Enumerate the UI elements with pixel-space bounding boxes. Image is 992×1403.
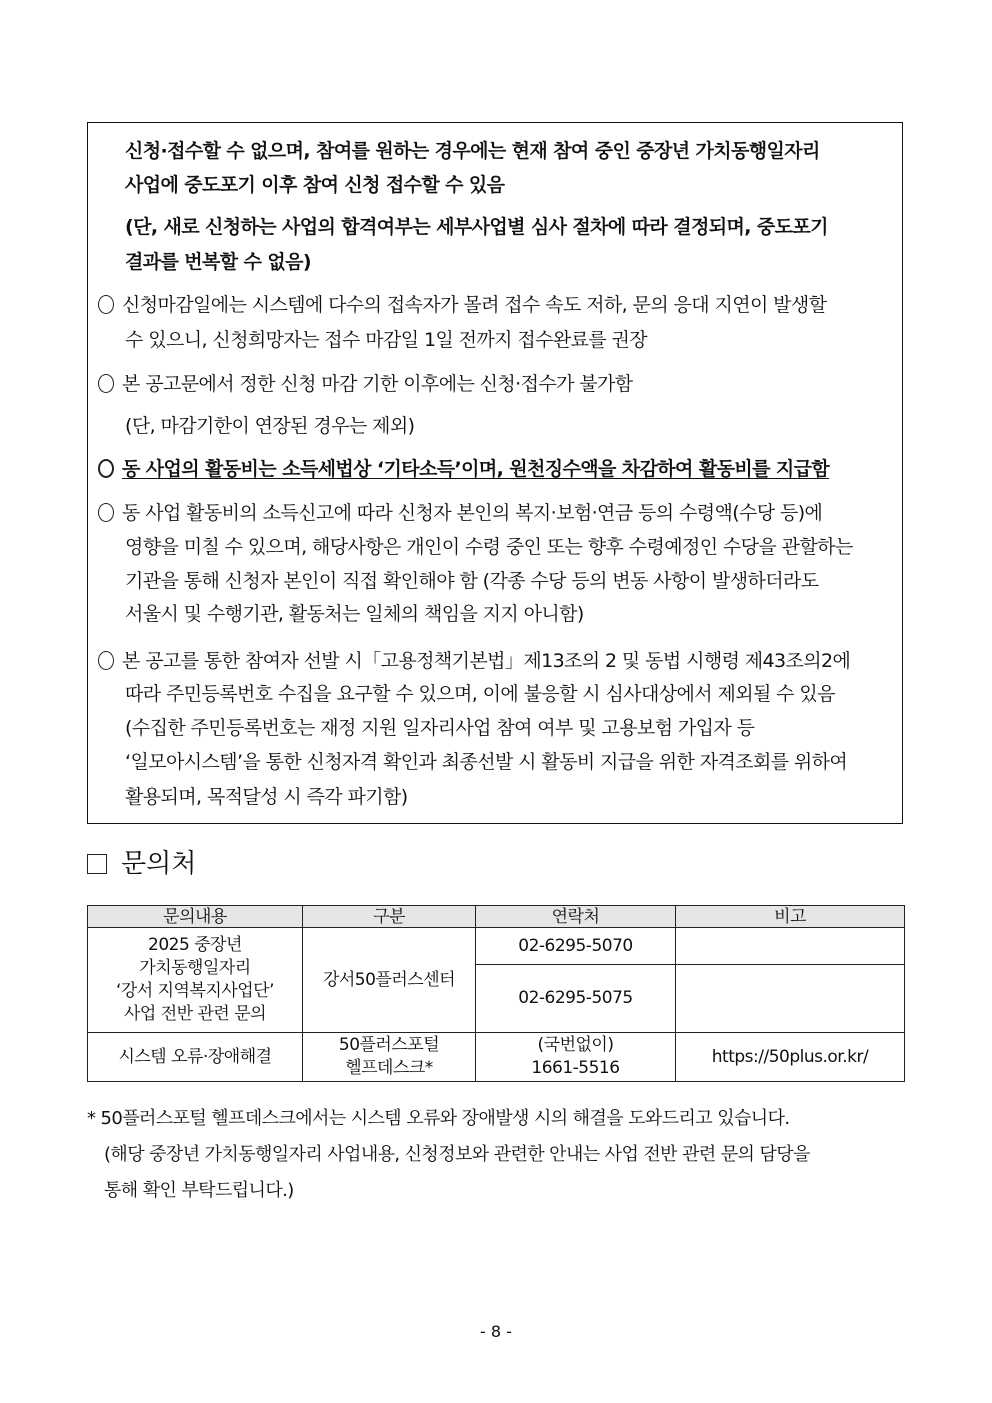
circle-bullet-icon — [98, 503, 114, 522]
column-header: 연락처 — [476, 906, 676, 928]
column-header: 문의내용 — [88, 906, 303, 928]
cell-line: 2025 중장년 — [148, 935, 242, 955]
cell-line: 헬프데스크* — [345, 1058, 433, 1078]
footnote-line: (해당 중장년 가치동행일자리 사업내용, 신청정보와 관련한 안내는 사업 전반 관련 문의 담당을 — [104, 1144, 810, 1165]
notice-item-text: 신청마감일에는 시스템에 다수의 접속자가 몰려 접수 속도 저하, 문의 응대 지연이 발생할 — [122, 294, 827, 316]
footnote-line: 통해 확인 부탁드립니다.) — [104, 1180, 294, 1201]
column-header: 비고 — [676, 906, 905, 928]
section-heading-contact — [87, 848, 196, 880]
footnote-line: * 50플러스포털 헬프데스크에서는 시스템 오류와 장애발생 시의 해결을 도와드리고 있습니다. — [87, 1108, 790, 1129]
note-cell-url: https://50plus.or.kr/ — [676, 1033, 905, 1082]
notice-item — [98, 293, 826, 317]
notice-item-text: (단, 마감기한이 연장된 경우는 제외) — [125, 415, 415, 437]
cell-line: (국번없이) — [537, 1035, 614, 1055]
notice-item-text: ‘일모아시스템’을 통한 신청자격 확인과 최종선발 시 활동비 지급을 위한 자격조회를 위하여 — [125, 751, 848, 773]
notice-box — [87, 122, 903, 824]
notice-item-text: 본 공고문에서 정한 신청 마감 기한 이후에는 신청·접수가 불가함 — [122, 373, 633, 395]
column-header: 구분 — [303, 906, 476, 928]
notice-continuation-line: 신청·접수할 수 없으며, 참여를 원하는 경우에는 현재 참여 중인 중장년 가치동행일자리 — [125, 140, 820, 162]
category-cell: 강서50플러스센터 — [303, 928, 476, 1033]
notice-item-text: 활용되며, 목적달성 시 즉각 파기함) — [125, 786, 408, 808]
notice-item — [98, 372, 633, 396]
notice-item-text: 동 사업의 활동비는 소득세법상 ‘기타소득’이며, 원천징수액을 차감하여 활동비를 지급함 — [122, 458, 830, 480]
notice-item — [98, 649, 850, 673]
notice-item — [98, 501, 822, 525]
section-title: 문의처 — [121, 849, 197, 879]
circle-bullet-icon — [98, 459, 114, 478]
circle-bullet-icon — [98, 374, 114, 393]
circle-bullet-icon — [98, 295, 114, 314]
inquiry-content-cell: 시스템 오류·장애해결 — [88, 1033, 303, 1082]
cell-line: 1661-5516 — [531, 1058, 620, 1078]
table-row — [88, 928, 905, 965]
notice-item-text: (수집한 주민등록번호는 재정 지원 일자리사업 참여 여부 및 고용보험 가입자 등 — [125, 717, 755, 739]
cell-line: 가치동행일자리 — [139, 958, 251, 978]
page-number: - 8 - — [480, 1322, 512, 1341]
table-header-row — [88, 906, 905, 928]
contact-cell — [476, 1033, 676, 1082]
square-bullet-icon — [87, 854, 107, 874]
note-cell — [676, 965, 905, 1033]
notice-item-text: 영향을 미칠 수 있으며, 해당사항은 개인이 수령 중인 또는 향후 수령예정인 수당을 관할하는 — [125, 536, 853, 558]
contact-cell: 02-6295-5075 — [476, 965, 676, 1033]
notice-item-text: 본 공고를 통한 참여자 선발 시「고용정책기본법」제13조의 2 및 동법 시행령 제43조의2에 — [122, 650, 851, 672]
cell-line: ‘강서 지역복지사업단’ — [115, 981, 274, 1001]
notice-continuation-line: 사업에 중도포기 이후 참여 신청 접수할 수 있음 — [125, 174, 505, 196]
notice-item-text: 동 사업 활동비의 소득신고에 따라 신청자 본인의 복지·보험·연금 등의 수령액(수당 등)에 — [122, 502, 823, 524]
note-cell — [676, 928, 905, 965]
table-row — [88, 1033, 905, 1082]
notice-continuation-line: (단, 새로 신청하는 사업의 합격여부는 세부사업별 심사 절차에 따라 결정되며, 중도포기 — [125, 216, 828, 238]
notice-item-highlight — [98, 457, 829, 481]
cell-line: 50플러스포털 — [338, 1035, 440, 1055]
circle-bullet-icon — [98, 651, 114, 670]
contact-cell: 02-6295-5070 — [476, 928, 676, 965]
notice-item-text: 따라 주민등록번호 수집을 요구할 수 있으며, 이에 불응할 시 심사대상에서 제외될 수 있음 — [125, 683, 835, 705]
inquiry-content-cell — [88, 928, 303, 1033]
category-cell — [303, 1033, 476, 1082]
cell-line: 사업 전반 관련 문의 — [123, 1004, 267, 1024]
notice-item-text: 수 있으니, 신청희망자는 접수 마감일 1일 전까지 접수완료를 권장 — [125, 329, 648, 351]
notice-item-text: 기관을 통해 신청자 본인이 직접 확인해야 함 (각종 수당 등의 변동 사항이 발생하더라도 — [125, 570, 819, 592]
notice-continuation-line: 결과를 번복할 수 없음) — [125, 251, 311, 273]
notice-item-text: 서울시 및 수행기관, 활동처는 일체의 책임을 지지 아니함) — [125, 603, 584, 625]
contact-table — [87, 905, 905, 1082]
